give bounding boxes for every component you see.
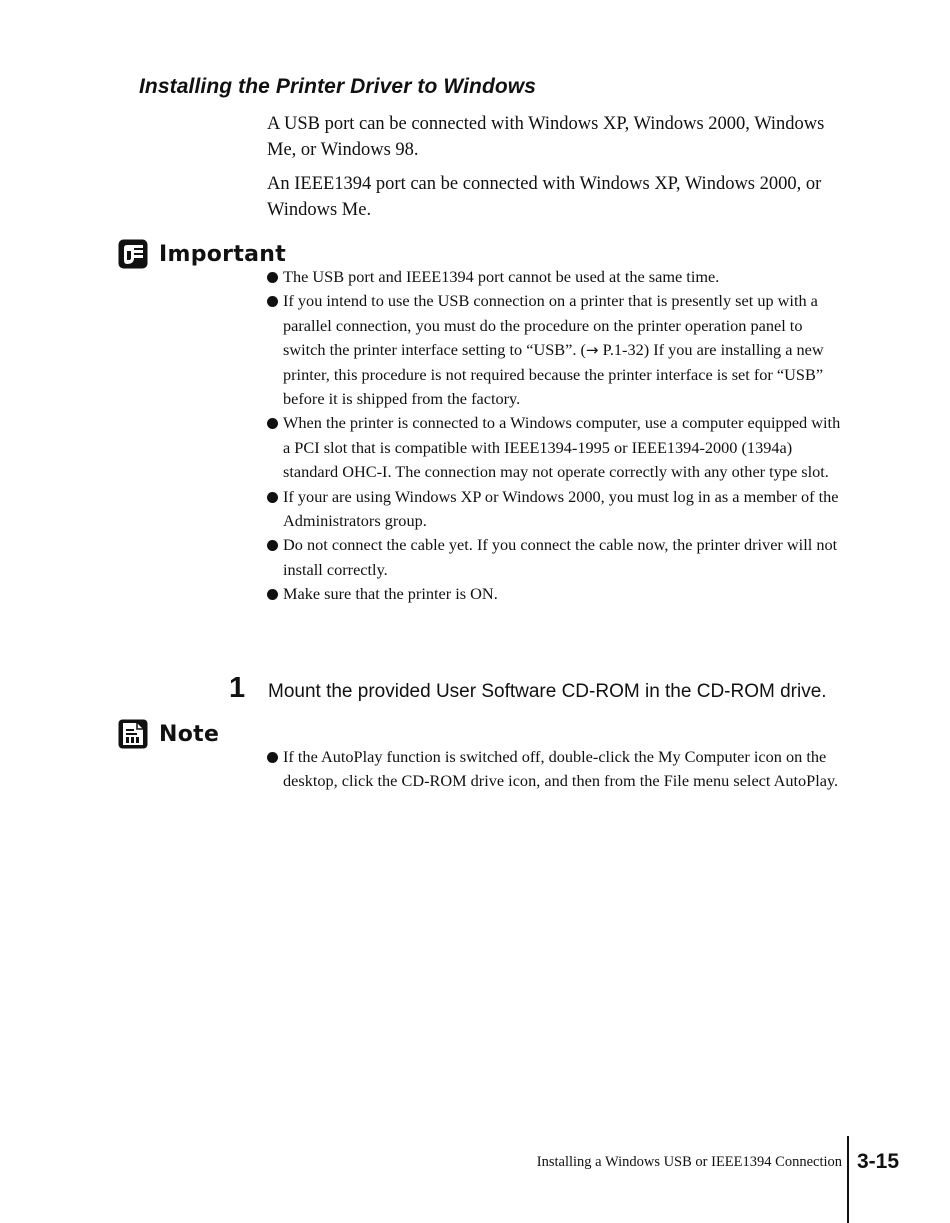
running-footer-title: Installing a Windows USB or IEEE1394 Connection <box>536 1154 842 1170</box>
list-item <box>267 411 847 484</box>
list-item-text-part: P.1-32) If you are installing a new printer, this procedure is not required because the printer interface is set for “USB” before it is shipped from the factory. <box>283 340 824 409</box>
list-item-text-part: If you intend to use the USB connection on a printer that is presently set up with a parallel connection, you must do the procedure on the printer operation panel to switch the printer interface setting to “USB”. ( <box>283 291 818 360</box>
list-item <box>267 533 847 582</box>
bullet-dot-icon <box>267 418 278 429</box>
step-instruction: Mount the provided User Software CD-ROM in the CD-ROM drive. <box>268 681 827 702</box>
bullet-dot-icon <box>267 540 278 551</box>
note-list <box>267 745 847 794</box>
note-label: Note <box>159 721 220 747</box>
cross-reference-arrow-icon: → <box>585 341 599 360</box>
list-item-text: When the printer is connected to a Windows computer, use a computer equipped with a PCI slot that is compatible with IEEE1394-1995 or IEEE1394-2000 (1394a) standard OHC-I. The connection may not operate correctly with any other type slot. <box>283 413 841 482</box>
list-item <box>267 289 847 411</box>
list-item-text: Make sure that the printer is ON. <box>283 584 498 604</box>
section-title: Installing the Printer Driver to Windows <box>139 75 537 98</box>
bullet-dot-icon <box>267 272 278 283</box>
footer-divider <box>847 1136 849 1223</box>
step-number: 1 <box>229 672 246 704</box>
bullet-dot-icon <box>267 492 278 503</box>
bullet-dot-icon <box>267 752 278 763</box>
list-item-text: If your are using Windows XP or Windows 2000, you must log in as a member of the Administrators group. <box>283 486 839 531</box>
important-heading <box>118 238 286 270</box>
important-label: Important <box>159 241 287 267</box>
important-list <box>267 265 847 607</box>
list-item-text: Do not connect the cable yet. If you connect the cable now, the printer driver will not install correctly. <box>283 535 838 579</box>
note-heading <box>118 718 219 750</box>
list-item <box>267 265 847 289</box>
important-hand-icon <box>118 239 148 269</box>
intro-paragraph-ieee1394: An IEEE1394 port can be connected with Windows XP, Windows 2000, or Windows Me. <box>267 174 822 220</box>
list-item <box>267 582 847 606</box>
page-number: 3-15 <box>857 1150 900 1173</box>
bullet-dot-icon <box>267 589 278 600</box>
list-item <box>267 745 847 794</box>
bullet-dot-icon <box>267 296 278 307</box>
list-item <box>267 485 847 534</box>
intro-paragraph-usb: A USB port can be connected with Windows XP, Windows 2000, Windows Me, or Windows 98. <box>267 114 825 160</box>
list-item-text: The USB port and IEEE1394 port cannot be used at the same time. <box>283 267 720 286</box>
note-memo-icon <box>118 719 148 749</box>
list-item-text: If the AutoPlay function is switched off, double-click the My Computer icon on the desktop, click the CD-ROM drive icon, and then from the File menu select AutoPlay. <box>283 747 839 791</box>
